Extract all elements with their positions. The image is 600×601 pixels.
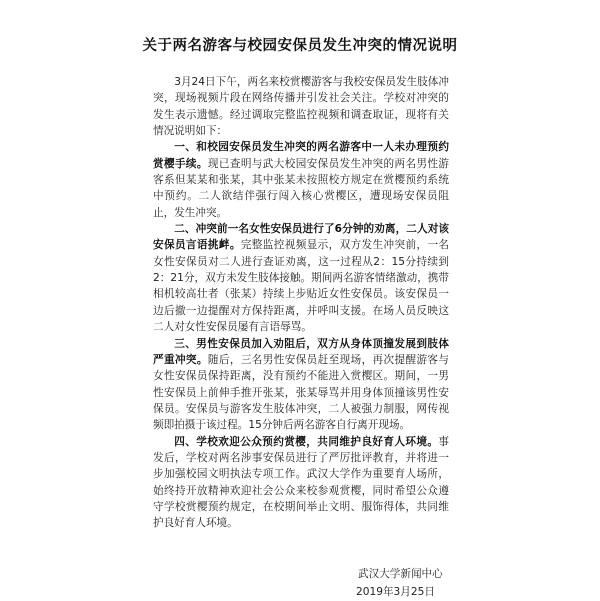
section-4-paragraph [153, 434, 449, 532]
section-2-heading: 二、冲突前一名女性安保员进行了6分钟的劝离，二人对该安保员言语挑衅。 [153, 223, 449, 252]
section-3-body: 随后，三名男性安保员赶至现场，再次提醒游客与女性安保员保持距离，没有预约不能进入赏樱区。期间，一男性安保员上前伸手推开张某，张某辱骂并用身体顶撞该男性安保员。安保员与游客发生肢体冲突，二人被强力制服，网传视频即拍摄于该过程。15分钟后两名游客自行离开现场。 [153, 353, 450, 432]
section-4-heading: 四、学校欢迎公众预约赏樱，共同维护良好育人环境。 [174, 435, 439, 448]
section-1-body: 现已查明与武大校园安保员发生冲突的两名男性游客系但某某和张某，其中张某未按照校方规定在赏樱预约系统中预约。二人欲结伴强行闯入核心赏樱区，遭现场安保员阻止，发生冲突。 [153, 157, 450, 219]
section-1-heading: 一、和校园安保员发生冲突的两名游客中一人未办理预约赏樱手续。 [153, 141, 449, 170]
signature-block [356, 565, 476, 601]
section-3-paragraph [153, 336, 449, 434]
section-3-heading: 三、男性安保员加入劝阻后，双方从身体顶撞发展到肢体严重冲突。 [153, 337, 449, 366]
section-1-paragraph [153, 139, 449, 221]
document-body [153, 74, 449, 532]
section-4-body: 事发后，学校对两名涉事安保员进行了严厉批评教育，并将进一步加强校园文明执法专项工作。武汉大学作为重要育人场所，始终持开放精神欢迎社会公众来校参观赏樱，同时希望公众遵守学校赏樱预约规定，在校期间举止文明、服饰得体，共同维护良好育人环境。 [153, 435, 449, 530]
intro-paragraph: 3月24日下午，两名来校赏樱游客与我校安保员发生肢体冲突，现场视频片段在网络传播并引发社会关注。学校对冲突的发生表示遗憾。经过调取完整监控视频和调查取证，现将有关情况说明如下： [153, 76, 449, 138]
signature-date: 2019年3月25日 [356, 586, 435, 598]
document-title: 关于两名游客与校园安保员发生冲突的情况说明 [142, 38, 458, 54]
section-2-paragraph [153, 221, 449, 335]
signature-org: 武汉大学新闻中心 [358, 568, 443, 580]
section-2-body: 完整监控视频显示，双方发生冲突前，一名女性安保员对二人进行查证劝离，这一过程从2：15分持续到2：21分，双方未发生肢体接触。期间两名游客情绪激动，携带相机较高壮者（张某）持续上步贴近女性安保员。该安保员一边后撤一边提醒对方保持距离，并呼叫支援。在场人员反映这二人对女性安保员屡有言语辱骂。 [153, 239, 450, 334]
